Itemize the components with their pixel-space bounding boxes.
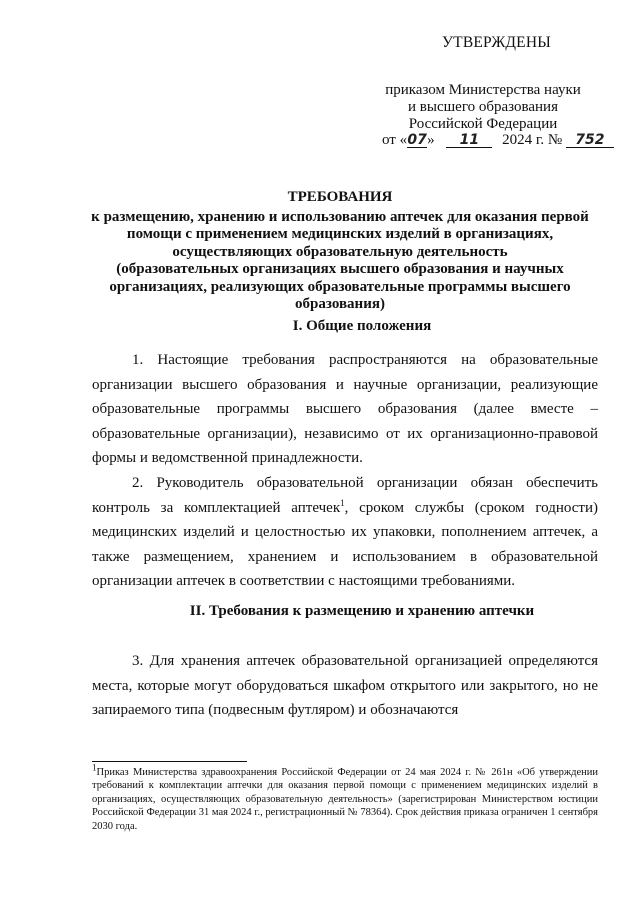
paragraph-1: 1. Настоящие требования распространяются на образовательные организации высшего образования и научные организации, реализующие образовательные программы высшего образования (далее вместе – образовательные организации), независимо от их организационно-правовой формы и ведомственной принадлежности. xyxy=(92,352,598,467)
title-line-5: организациях, реализующих образовательные программы высшего xyxy=(109,278,571,295)
footnote-text: Приказ Министерства здравоохранения Российской Федерации от 24 мая 2024 г. № 261н «Об утверждении требований к комплектации аптечки для оказания первой помощи с применением медицинских изделий в организациях, осуществляющих образовательную деятельность» (зарегистрирован Министерством юстиции Российской Федерации 31 мая 2024 г., регистрационный № 78364). Срок действия приказа ограничен 1 сентября 2030 года. xyxy=(92,767,598,832)
footnote-divider xyxy=(92,761,247,762)
title-line-4: (образовательных организациях высшего образования и научных xyxy=(116,261,564,277)
approval-line-3: Российской Федерации xyxy=(408,116,558,132)
document-title xyxy=(70,189,610,314)
approval-heading: УТВЕРЖДЕНЫ xyxy=(442,34,551,51)
paragraph-2-text-end: , сроком службы (сроком годности) медицинских изделий и целостностью их упаковки, пополнением аптечек, а также размещением, хранением и использованием в образовательной организации аптечек в соответствии с настоящими требованиями. xyxy=(92,499,598,590)
order-number-handwritten: 752 xyxy=(566,133,614,148)
footnote-reference: 1 xyxy=(340,497,345,508)
order-year-text: 2024 г. № xyxy=(502,132,563,148)
paragraph-2 xyxy=(92,471,598,594)
order-day-handwritten: 07 xyxy=(407,132,427,148)
title-line-6: образования) xyxy=(295,296,385,312)
paragraph-3: 3. Для хранения аптечек образовательной организацией определяются места, которые могут оборудоваться шкафом открытого или закрытого, но не запираемого типа (подвесным футляром) и обозначаются xyxy=(92,653,598,719)
title-line-3: осуществляющих образовательную деятельность xyxy=(172,243,508,260)
title-line-1: к размещению, хранению и использованию аптечек для оказания первой xyxy=(91,208,589,225)
footnote xyxy=(92,762,598,833)
section-2-heading: II. Требования к размещению и хранению аптечки xyxy=(189,603,535,619)
order-date-prefix: от « xyxy=(382,132,408,148)
title-line-2: помощи с применением медицинских изделий в организациях, xyxy=(126,226,554,242)
order-date-line xyxy=(382,132,614,149)
footnote-mark: 1 xyxy=(92,762,97,773)
section-1-heading: I. Общие положения xyxy=(292,318,432,334)
approval-line-1: приказом Министерства науки xyxy=(385,82,581,98)
approval-line-2: и высшего образования xyxy=(408,99,558,115)
order-date-day-suffix: » xyxy=(427,132,435,148)
title-heading: ТРЕБОВАНИЯ xyxy=(287,189,393,205)
order-month-handwritten: 11 xyxy=(446,133,492,148)
paragraph-2-text-start: 2. Руководитель образовательной организации обязан обеспечить контроль за комплектацией аптечек xyxy=(92,475,598,516)
